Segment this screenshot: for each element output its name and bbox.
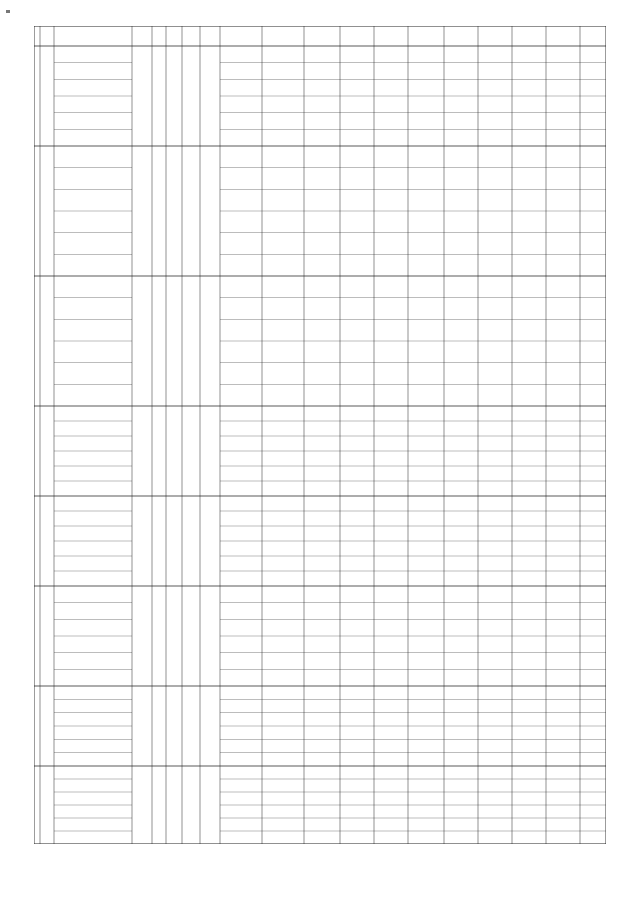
budget-table-grid — [34, 26, 606, 844]
scan-mark — [6, 10, 10, 13]
rotated-table-frame — [34, 26, 606, 844]
